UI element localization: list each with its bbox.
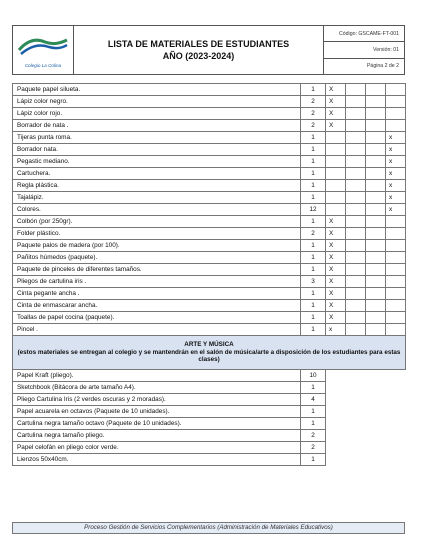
table-row [13, 120, 406, 132]
section-header-row [13, 336, 406, 370]
item-quantity: 4 [301, 394, 326, 406]
check-cell [346, 228, 366, 240]
check-cell [326, 156, 346, 168]
item-name: Borrador de nata . [13, 120, 301, 132]
check-cell [346, 324, 366, 336]
check-cell: x [386, 132, 406, 144]
item-name: Regla plástica. [13, 180, 301, 192]
item-quantity: 2 [301, 120, 326, 132]
check-cell [346, 96, 366, 108]
table-row [13, 382, 406, 394]
item-quantity: 2 [301, 442, 326, 454]
table-row [13, 204, 406, 216]
section-subtitle: (estos materiales se entregan al colegio y se mantendrán en el salón de música/arte a disposición de los estudiantes para estas clases) [17, 348, 401, 364]
check-cell [366, 312, 386, 324]
check-cell [346, 192, 366, 204]
check-cell [386, 288, 406, 300]
item-name: Folder plástico. [13, 228, 301, 240]
item-quantity: 1 [301, 132, 326, 144]
check-cell [366, 156, 386, 168]
table-row [13, 252, 406, 264]
check-cell [366, 324, 386, 336]
check-cell [326, 132, 346, 144]
item-name: Lápiz color rojo. [13, 108, 301, 120]
section-header-cell [13, 336, 406, 370]
check-cell [346, 300, 366, 312]
item-quantity: 1 [301, 168, 326, 180]
item-name: Pincel . [13, 324, 301, 336]
item-name: Colores. [13, 204, 301, 216]
item-quantity: 1 [301, 252, 326, 264]
check-cell [386, 96, 406, 108]
title-line-2: AÑO (2023-2024) [162, 51, 235, 61]
item-quantity: 1 [301, 418, 326, 430]
check-cell [326, 180, 346, 192]
check-cell [386, 276, 406, 288]
document-header [12, 25, 405, 75]
check-cell [386, 240, 406, 252]
item-quantity: 1 [301, 180, 326, 192]
check-cell [346, 216, 366, 228]
table-row [13, 156, 406, 168]
check-cell [386, 84, 406, 96]
table-row [13, 370, 406, 382]
table-row [13, 454, 406, 466]
check-cell: X [326, 228, 346, 240]
check-cell: X [326, 240, 346, 252]
check-cell [366, 228, 386, 240]
empty-cell [326, 382, 406, 394]
check-cell: x [326, 324, 346, 336]
item-name: Papel acuarela en octavos (Paquete de 10 unidades). [13, 406, 301, 418]
check-cell [346, 252, 366, 264]
check-cell [346, 156, 366, 168]
check-cell [366, 108, 386, 120]
empty-cell [326, 370, 406, 382]
item-quantity: 10 [301, 370, 326, 382]
check-cell: x [386, 168, 406, 180]
empty-cell [326, 430, 406, 442]
table-row [13, 144, 406, 156]
check-cell [366, 180, 386, 192]
table-row [13, 192, 406, 204]
item-quantity: 1 [301, 264, 326, 276]
item-name: Papel Kraft (pliego). [13, 370, 301, 382]
check-cell [346, 240, 366, 252]
table-row [13, 96, 406, 108]
check-cell: X [326, 276, 346, 288]
check-cell [366, 288, 386, 300]
item-quantity: 1 [301, 324, 326, 336]
check-cell [346, 132, 366, 144]
table-row [13, 276, 406, 288]
check-cell [326, 204, 346, 216]
table-row [13, 406, 406, 418]
item-quantity: 1 [301, 156, 326, 168]
check-cell [346, 108, 366, 120]
table-row [13, 180, 406, 192]
item-name: Colbón (por 250gr). [13, 216, 301, 228]
item-name: Toallas de papel cocina (paquete). [13, 312, 301, 324]
check-cell [366, 84, 386, 96]
check-cell: x [386, 204, 406, 216]
item-name: Pliego Cartulina Iris (2 verdes oscuras y 2 moradas). [13, 394, 301, 406]
item-name: Lienzos 50x40cm. [13, 454, 301, 466]
check-cell [366, 276, 386, 288]
check-cell [346, 180, 366, 192]
check-cell [366, 144, 386, 156]
document-title [74, 26, 324, 74]
check-cell: X [326, 108, 346, 120]
check-cell: X [326, 84, 346, 96]
check-cell [346, 168, 366, 180]
check-cell [386, 228, 406, 240]
item-quantity: 1 [301, 144, 326, 156]
table-row [13, 418, 406, 430]
check-cell [386, 252, 406, 264]
item-name: Pegastic mediano. [13, 156, 301, 168]
empty-cell [326, 418, 406, 430]
table-row [13, 394, 406, 406]
item-quantity: 3 [301, 276, 326, 288]
check-cell [386, 264, 406, 276]
school-logo [13, 26, 74, 74]
table-row [13, 228, 406, 240]
check-cell [366, 240, 386, 252]
logo-text: Colegio La Colina [24, 63, 62, 68]
table-row [13, 288, 406, 300]
page-number: Página 2 de 2 [324, 58, 404, 74]
arts-materials-list [13, 370, 406, 466]
check-cell [326, 144, 346, 156]
check-cell [366, 216, 386, 228]
document-version: Versión: 01 [324, 41, 404, 57]
footer: Proceso Gestión de Servicios Complementarios (Administración de Materiales Educativos) [12, 522, 405, 534]
table-row [13, 84, 406, 96]
item-quantity: 1 [301, 300, 326, 312]
check-cell [326, 192, 346, 204]
item-quantity: 12 [301, 204, 326, 216]
item-name: Paquete papel silueta. [13, 84, 301, 96]
check-cell: x [386, 180, 406, 192]
item-name: Pañitos húmedos (paquete). [13, 252, 301, 264]
check-cell [366, 204, 386, 216]
table-row [13, 300, 406, 312]
check-cell: X [326, 120, 346, 132]
item-name: Sketchbook (Bitácora de arte tamaño A4). [13, 382, 301, 394]
item-quantity: 1 [301, 406, 326, 418]
table-row [13, 264, 406, 276]
check-cell [346, 288, 366, 300]
table-row [13, 442, 406, 454]
hills-logo-icon [17, 32, 69, 56]
check-cell [326, 168, 346, 180]
check-cell [346, 312, 366, 324]
check-cell [386, 216, 406, 228]
check-cell [346, 144, 366, 156]
check-cell [366, 192, 386, 204]
materials-list [13, 84, 406, 336]
empty-cell [326, 454, 406, 466]
check-cell [386, 108, 406, 120]
item-name: Borrador nata. [13, 144, 301, 156]
check-cell [386, 300, 406, 312]
check-cell: x [386, 156, 406, 168]
item-name: Paquete de pinceles de diferentes tamaños. [13, 264, 301, 276]
check-cell [366, 264, 386, 276]
item-name: Cinta de enmascarar ancha. [13, 300, 301, 312]
check-cell [366, 168, 386, 180]
check-cell: X [326, 216, 346, 228]
item-name: Cartulina negra tamaño pliego. [13, 430, 301, 442]
item-quantity: 1 [301, 240, 326, 252]
item-quantity: 2 [301, 430, 326, 442]
check-cell: X [326, 252, 346, 264]
item-quantity: 2 [301, 108, 326, 120]
check-cell: X [326, 300, 346, 312]
check-cell [346, 204, 366, 216]
empty-cell [326, 442, 406, 454]
check-cell [386, 324, 406, 336]
check-cell [366, 120, 386, 132]
item-quantity: 2 [301, 228, 326, 240]
item-name: Lápiz color negro. [13, 96, 301, 108]
table-row [13, 240, 406, 252]
item-name: Pliegos de cartulina iris . [13, 276, 301, 288]
check-cell: X [326, 288, 346, 300]
item-quantity: 1 [301, 216, 326, 228]
document-code: Código: GSCAME-FT-001 [339, 30, 399, 37]
item-name: Cartulina negra tamaño octavo (Paquete de 10 unidades). [13, 418, 301, 430]
table-row [13, 108, 406, 120]
item-quantity: 1 [301, 382, 326, 394]
table-row [13, 430, 406, 442]
document-meta [324, 26, 404, 74]
check-cell: x [386, 192, 406, 204]
item-name: Cartuchera. [13, 168, 301, 180]
check-cell [386, 312, 406, 324]
table-row [13, 312, 406, 324]
item-quantity: 1 [301, 288, 326, 300]
check-cell [366, 132, 386, 144]
table-row [13, 132, 406, 144]
item-name: Cinta pegante ancha . [13, 288, 301, 300]
item-name: Tajalápiz. [13, 192, 301, 204]
item-quantity: 1 [301, 192, 326, 204]
check-cell [346, 84, 366, 96]
table-row [13, 324, 406, 336]
item-quantity: 1 [301, 84, 326, 96]
item-name: Papel celofán en pliego color verde. [13, 442, 301, 454]
title-line-1: LISTA DE MATERIALES DE ESTUDIANTES [107, 39, 290, 49]
check-cell [366, 300, 386, 312]
check-cell [386, 120, 406, 132]
empty-cell [326, 394, 406, 406]
check-cell: X [326, 312, 346, 324]
check-cell [346, 120, 366, 132]
check-cell: X [326, 96, 346, 108]
check-cell [346, 264, 366, 276]
check-cell [346, 276, 366, 288]
table-row [13, 168, 406, 180]
empty-cell [326, 406, 406, 418]
materials-table [12, 83, 406, 466]
check-cell [366, 252, 386, 264]
check-cell [366, 96, 386, 108]
check-cell: X [326, 264, 346, 276]
check-cell: x [386, 144, 406, 156]
section-title: ARTE Y MÚSICA [184, 341, 234, 349]
item-quantity: 1 [301, 312, 326, 324]
table-row [13, 216, 406, 228]
arts-section [13, 336, 406, 370]
item-quantity: 2 [301, 96, 326, 108]
item-quantity: 1 [301, 454, 326, 466]
item-name: Paquete palos de madera (por 100). [13, 240, 301, 252]
item-name: Tijeras punta roma. [13, 132, 301, 144]
